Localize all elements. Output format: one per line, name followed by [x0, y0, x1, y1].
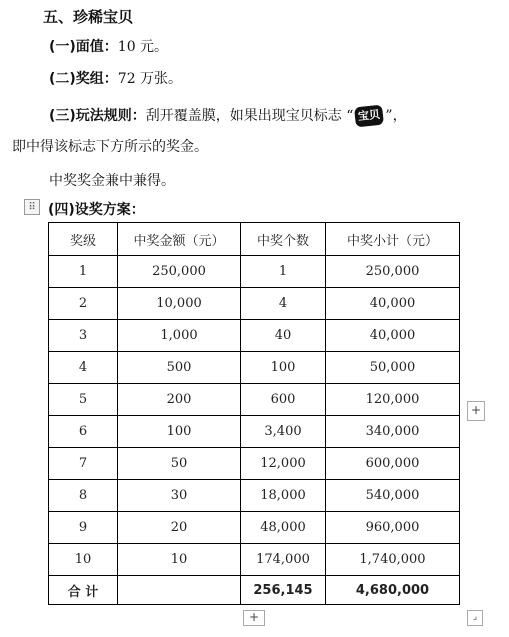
table-header-row	[49, 223, 460, 256]
table-row	[49, 256, 460, 288]
plus-icon: +	[470, 403, 482, 417]
rules-text-after: ”，	[385, 108, 407, 124]
group-label: (二)奖组：	[49, 71, 118, 87]
total-label: 合 计	[49, 576, 118, 605]
rules-label: (三)玩法规则：	[49, 108, 146, 124]
table-row	[49, 352, 460, 384]
header-count: 中奖个数	[241, 223, 326, 256]
table-cell: 40,000	[326, 288, 460, 320]
table-cell: 1,000	[118, 320, 241, 352]
table-row	[49, 288, 460, 320]
table-cell: 40	[241, 320, 326, 352]
group-paragraph	[49, 70, 182, 88]
table-cell: 174,000	[241, 544, 326, 576]
add-row-button[interactable]	[243, 610, 265, 626]
table-cell: 48,000	[241, 512, 326, 544]
table-row	[49, 512, 460, 544]
total-row	[49, 576, 460, 605]
prize-plan-heading	[48, 201, 145, 219]
table-cell: 7	[49, 448, 118, 480]
table-move-handle-icon[interactable]: ⠿	[24, 199, 40, 215]
table-cell: 4	[49, 352, 118, 384]
table-cell: 30	[118, 480, 241, 512]
table-cell: 50	[118, 448, 241, 480]
table-cell: 20	[118, 512, 241, 544]
combine-paragraph: 中奖奖金兼中兼得。	[49, 173, 175, 189]
table-row	[49, 480, 460, 512]
table-row	[49, 384, 460, 416]
table-row	[49, 320, 460, 352]
resize-corner-icon: ⌟	[472, 612, 478, 622]
table-body	[49, 256, 460, 576]
table-cell: 200	[118, 384, 241, 416]
table-cell: 10,000	[118, 288, 241, 320]
table-cell: 2	[49, 288, 118, 320]
table-cell: 1	[49, 256, 118, 288]
face-value-label: (一)面值：	[49, 39, 118, 55]
table-cell: 10	[49, 544, 118, 576]
table-cell: 960,000	[326, 512, 460, 544]
group-text: 72 万张。	[117, 71, 183, 87]
table-cell: 18,000	[241, 480, 326, 512]
table-cell: 1	[241, 256, 326, 288]
table-cell: 1,740,000	[326, 544, 460, 576]
table-cell: 340,000	[326, 416, 460, 448]
table-cell: 9	[49, 512, 118, 544]
rules-text-before: 刮开覆盖膜，如果出现宝贝标志 “	[145, 108, 354, 124]
add-column-button[interactable]	[467, 401, 485, 421]
table-cell: 500	[118, 352, 241, 384]
table-cell: 3	[49, 320, 118, 352]
table-row	[49, 544, 460, 576]
total-amount	[118, 576, 241, 605]
face-value-text: 10 元。	[117, 39, 169, 55]
face-value-paragraph	[49, 38, 168, 56]
table-cell: 50,000	[326, 352, 460, 384]
section-heading: 五、珍稀宝贝	[43, 8, 134, 26]
table-row	[49, 448, 460, 480]
table-cell: 10	[118, 544, 241, 576]
table-cell: 100	[241, 352, 326, 384]
header-amount: 中奖金额（元）	[118, 223, 241, 256]
table-cell: 100	[118, 416, 241, 448]
table-row	[49, 416, 460, 448]
prize-table	[48, 222, 460, 605]
table-cell: 5	[49, 384, 118, 416]
prize-plan-label: (四)设奖方案：	[48, 202, 145, 218]
total-count: 256,145	[241, 576, 326, 605]
header-level: 奖级	[49, 223, 118, 256]
table-cell: 12,000	[241, 448, 326, 480]
treasure-badge-icon: 宝贝	[354, 105, 384, 128]
header-subtotal: 中奖小计（元）	[326, 223, 460, 256]
table-cell: 540,000	[326, 480, 460, 512]
table-cell: 600,000	[326, 448, 460, 480]
table-cell: 250,000	[118, 256, 241, 288]
table-cell: 4	[241, 288, 326, 320]
table-cell: 8	[49, 480, 118, 512]
rules-paragraph	[49, 106, 407, 126]
table-cell: 120,000	[326, 384, 460, 416]
total-subtotal: 4,680,000	[326, 576, 460, 605]
table-cell: 3,400	[241, 416, 326, 448]
table-cell: 250,000	[326, 256, 460, 288]
plus-icon: +	[248, 610, 260, 624]
table-cell: 40,000	[326, 320, 460, 352]
rules-continuation: 即中得该标志下方所示的奖金。	[12, 139, 208, 155]
table-cell: 600	[241, 384, 326, 416]
table-cell: 6	[49, 416, 118, 448]
table-resize-handle[interactable]	[467, 610, 483, 626]
